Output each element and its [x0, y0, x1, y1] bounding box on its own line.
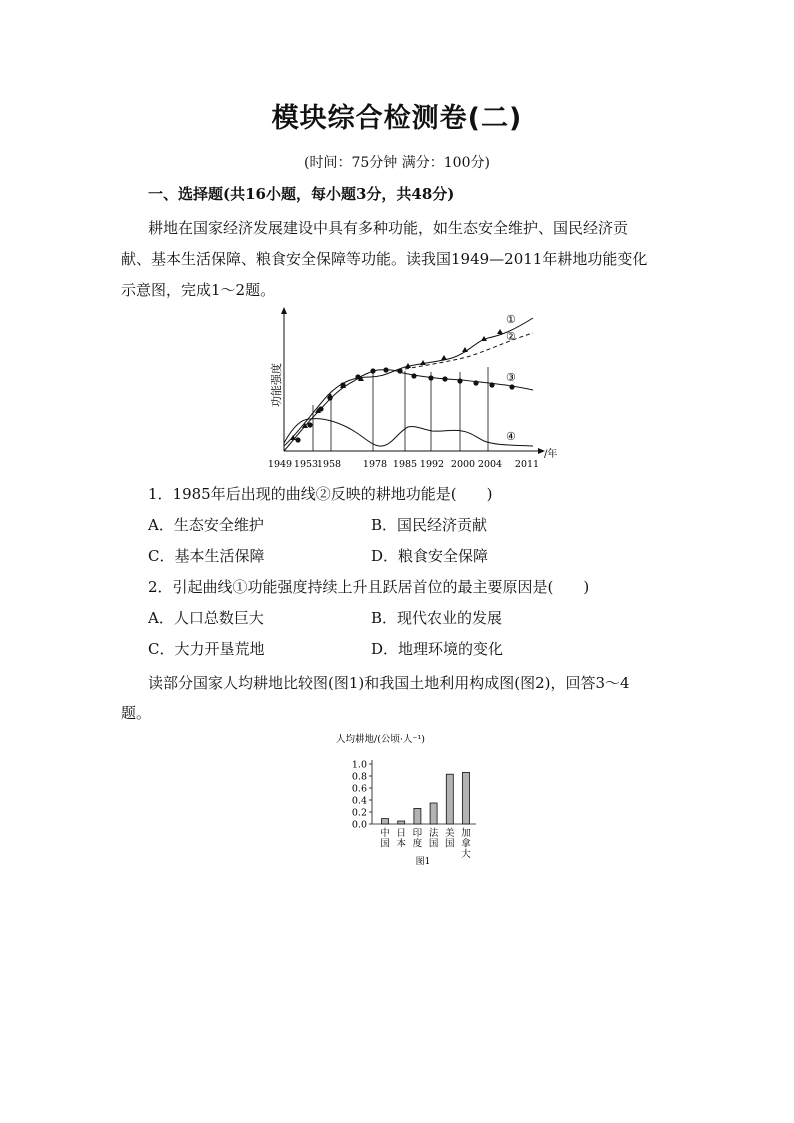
bar [430, 803, 437, 824]
curve-label-1: ① [506, 313, 516, 326]
x-tick-label: 1953 [293, 459, 319, 470]
category-label: 拿 [461, 838, 471, 850]
y-axis-arrow [281, 307, 287, 314]
y-tick-label: 0.6 [351, 783, 367, 795]
bar [446, 774, 453, 824]
y-tick-label: 0.4 [351, 795, 367, 807]
bar [398, 821, 405, 824]
question-2-option-b[interactable]: B．现代农业的发展 [371, 609, 503, 627]
category-label: 日 [396, 828, 406, 839]
curve-label-4: ④ [506, 430, 516, 443]
y-axis-label: 功能强度 [270, 363, 283, 407]
exam-meta: (时间：75分钟 满分：100分) [304, 155, 490, 171]
category-label: 国 [445, 838, 455, 850]
intro-line: 献、基本生活保障、粮食安全保障等功能。读我国1949—2011年耕地功能变化 [121, 250, 648, 268]
category-label: 大 [461, 849, 471, 860]
question-1-option-c[interactable]: C．基本生活保障 [148, 547, 265, 565]
curve-4 [284, 419, 533, 446]
figure-caption: 图1 [415, 857, 431, 867]
intro-line: 耕地在国家经济发展建设中具有多种功能，如生态安全维护、国民经济贡 [148, 219, 629, 237]
y-axis-label: 人均耕地/(公顷·人⁻¹) [336, 734, 425, 745]
question-1-option-a[interactable]: A．生态安全维护 [148, 516, 264, 534]
bar [463, 772, 470, 824]
x-tick-label: 1958 [316, 459, 342, 470]
y-tick-label: 0.8 [351, 771, 367, 783]
y-tick-label: 0.0 [351, 819, 367, 831]
y-tick-label: 1.0 [351, 759, 367, 771]
x-tick-label: 1992 [419, 459, 445, 470]
section-heading: 一、选择题(共16小题，每小题3分，共48分) [148, 185, 455, 203]
x-tick-label: 2004 [477, 459, 503, 470]
function-change-diagram [262, 305, 572, 475]
intro-line: 示意图，完成1～2题。 [121, 281, 276, 299]
x-tick-label: 1949 [267, 459, 293, 470]
question-1-stem: 1．1985年后出现的曲线②反映的耕地功能是( ) [148, 485, 493, 503]
curve-1-markers [290, 329, 503, 440]
bar [382, 819, 389, 824]
question-1-option-d[interactable]: D．粮食安全保障 [371, 547, 489, 565]
curve-label-3: ③ [506, 371, 516, 384]
category-label: 美 [445, 828, 455, 839]
per-capita-cropland-chart [330, 728, 480, 870]
question-1-option-b[interactable]: B．国民经济贡献 [371, 516, 488, 534]
category-label: 本 [396, 838, 406, 850]
page-title: 模块综合检测卷(二) [271, 103, 523, 134]
x-axis-unit: /年 [544, 449, 558, 460]
category-label: 国 [428, 838, 439, 850]
category-label: 印 [412, 828, 423, 839]
category-label: 度 [412, 838, 423, 850]
y-tick-label: 0.2 [351, 807, 367, 819]
x-tick-label: 2011 [514, 459, 540, 470]
intro-line: 读部分国家人均耕地比较图(图1)和我国土地利用构成图(图2)，回答3～4 [148, 674, 630, 692]
intro-line: 题。 [121, 704, 152, 722]
x-tick-label: 2000 [450, 459, 476, 470]
question-2-option-d[interactable]: D．地理环境的变化 [371, 640, 504, 658]
curve-label-2: ② [506, 330, 516, 343]
category-label: 法 [428, 828, 439, 839]
x-tick-label: 1985 [392, 459, 418, 470]
question-2-option-a[interactable]: A．人口总数巨大 [148, 609, 264, 627]
category-label: 中 [380, 828, 390, 839]
category-label: 国 [380, 838, 390, 850]
question-2-stem: 2．引起曲线①功能强度持续上升且跃居首位的最主要原因是( ) [148, 578, 590, 596]
category-label: 加 [461, 828, 471, 839]
bar [414, 808, 421, 824]
question-2-option-c[interactable]: C．大力开垦荒地 [148, 640, 265, 658]
x-tick-label: 1978 [362, 459, 388, 470]
